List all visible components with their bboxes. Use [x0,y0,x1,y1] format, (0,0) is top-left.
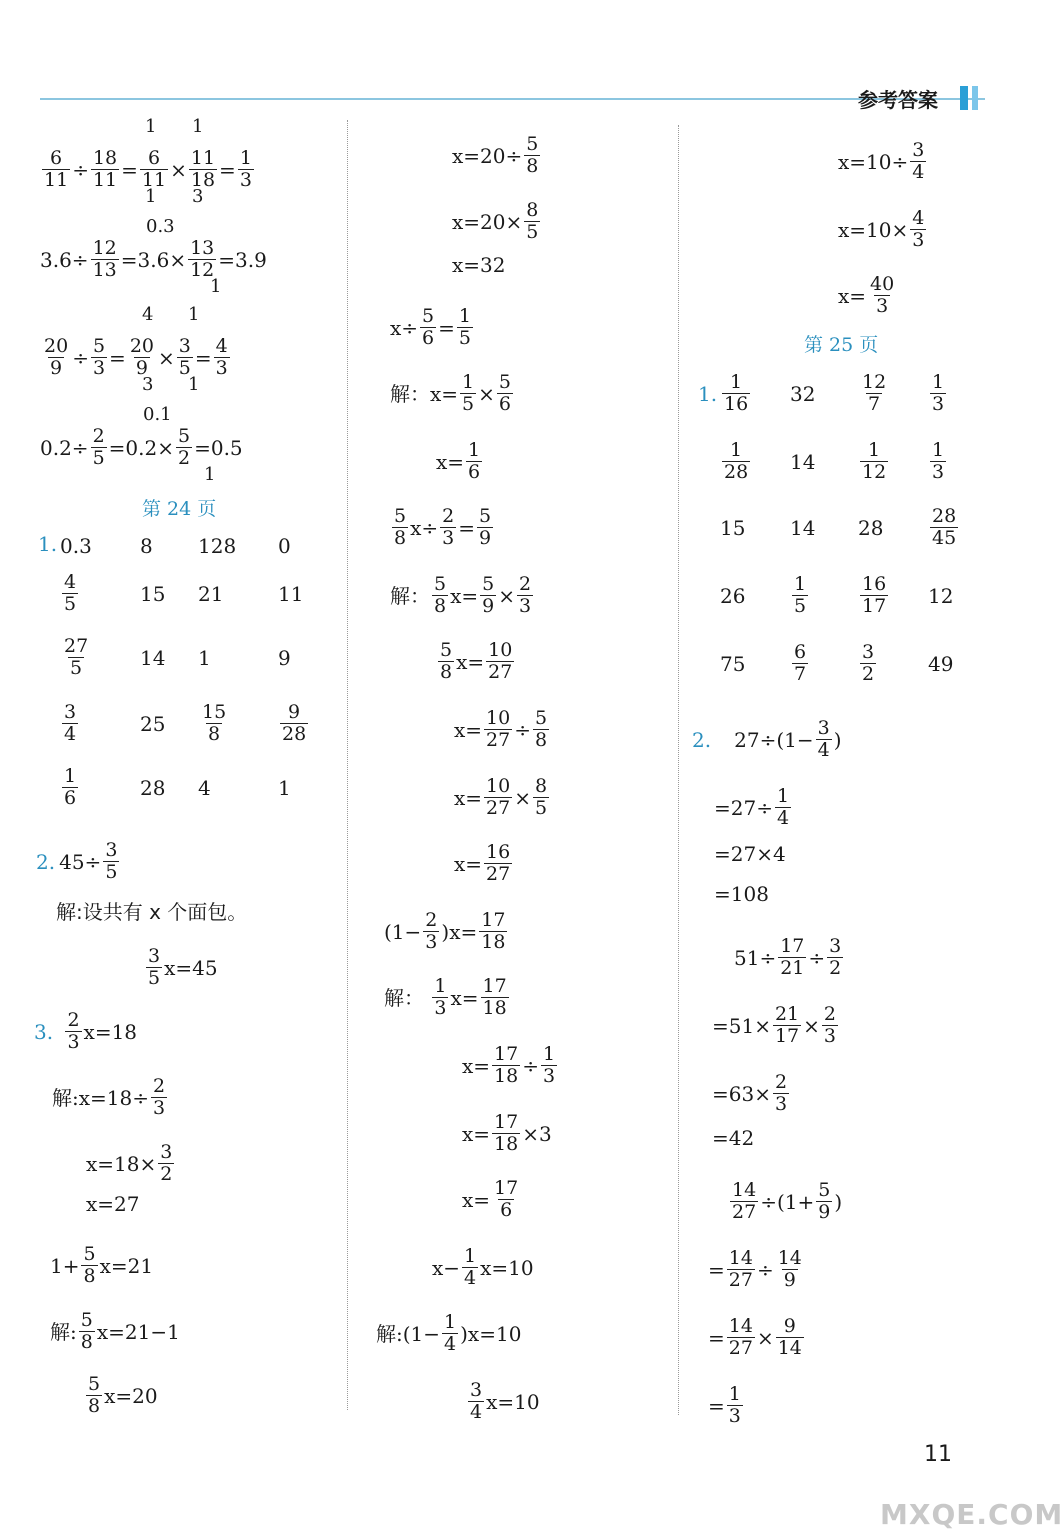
q4-step-2: 5 8 x=20 [88,1373,158,1417]
c3-q2-line-7: =63× $\frac{2}{3}$ [712,1071,788,1115]
cancel-top-2: 1 [192,116,204,137]
cancel-top-6: 0.1 [143,404,172,425]
grid25-cell-4-2: 1 5 [794,573,807,617]
c2-line-7: 5 8 x÷ $\frac{2}{3}$ = $\frac{5}{9}$ [394,505,492,549]
grid24-cell-3-3: 1 [198,646,211,670]
c3-q2-line-3: =27×4 [714,842,786,866]
c3-line-3: x= $\frac{40}{3}$ [838,273,895,317]
grid25-cell-5-1: 75 [720,652,746,676]
c3-question-1-number: 1. [698,382,718,406]
grid24-cell-2-4: 11 [278,582,304,606]
grid25-cell-3-2: 14 [790,516,816,540]
question-3-equation: 3. 2 3 x=18 [34,1009,138,1053]
c3-q2-line-10: = $\frac{14}{27}$ ÷ 14 9 [708,1247,802,1291]
grid25-cell-1-2: 32 [790,382,816,406]
grid24-cell-5-1: 1 6 [64,765,77,809]
header-bars-icon-2 [972,86,978,110]
c2-line-5: 解：x= $\frac{1}{5}$ × 5 6 [390,371,511,415]
grid25-cell-5-4: 49 [928,652,954,676]
header-bars-icon [960,86,968,110]
cancel-bot-2: 3 [192,186,204,207]
watermark-logo: MXQE.COM [880,1498,1063,1531]
grid24-cell-4-2: 25 [140,712,166,736]
header-title: 参考答案 [858,88,938,112]
cancel-bot-3: 1 [210,276,222,297]
cancel-bot-6: 1 [204,464,216,485]
c3-q2-line-6: =51× $\frac{21}{17}$ × 2 3 [712,1003,837,1047]
grid24-cell-5-3: 4 [198,776,211,800]
c2-line-6: x= $\frac{1}{6}$ [436,439,481,483]
q3-step-1: 解:x=18÷ $\frac{2}{3}$ [52,1075,166,1119]
question-1-number: 1. [38,532,58,556]
cancel-top-1: 1 [145,116,157,137]
grid25-cell-4-4: 12 [928,584,954,608]
grid24-cell-1-4: 0 [278,534,291,558]
c2-line-10: x= 10 27 ÷ 5 8 [454,707,548,751]
grid24-cell-5-4: 1 [278,776,291,800]
grid25-cell-2-4: 1 3 [932,439,945,483]
grid25-cell-5-3: 3 2 [862,641,875,685]
column-divider-2 [678,125,679,1415]
grid25-cell-3-3: 28 [858,516,884,540]
grid24-cell-3-2: 14 [140,646,166,670]
q4-equation: 1+ $\frac{5}{8}$ x=21 [50,1243,154,1287]
c2-line-9: 5 8 x= 10 27 [440,639,513,683]
c2-line-4: x÷ $\frac{5}{6}$ = $\frac{1}{5}$ [390,305,471,349]
grid25-cell-4-3: 16 17 [862,573,887,617]
grid25-cell-1-3: 12 7 [862,371,887,415]
c2-line-12: x= $\frac{16}{27}$ [454,841,511,885]
grid25-cell-2-2: 14 [790,450,816,474]
c3-q2-line-5: 51÷ $\frac{17}{21}$ ÷ 3 2 [734,935,842,979]
cancel-top-5: 1 [188,304,200,325]
cancel-bot-1: 1 [145,186,157,207]
question-2-solution: 解:设共有 x 个面包。 [56,900,248,924]
question-2: 2. 45÷ $\frac{3}{5}$ [36,839,118,883]
cancel-bot-4: 3 [142,374,154,395]
page-number: 11 [924,1442,952,1467]
c2-line-2: x=20× $\frac{8}{5}$ [452,199,539,243]
expr-line-4: 0.2÷ $\frac{2}{5}$ =0.2× $\frac{5}{2}$ =0.5 [40,425,243,469]
c3-q2-line-4: =108 [714,882,769,906]
c3-q2-line-11: = $\frac{14}{27}$ × 9 14 [708,1315,802,1359]
c2-line-14: 解： 1 3 x= $\frac{17}{18}$ [384,975,507,1019]
page-heading-24: 第 24 页 [142,498,217,520]
c3-q2-line-9: $\frac{14}{27}$ ÷(1+ $\frac{5}{9}$ ) [732,1179,843,1223]
grid25-cell-4-1: 26 [720,584,746,608]
grid25-cell-2-1: 1 28 [724,439,749,483]
c2-line-3: x=32 [452,253,506,277]
grid24-cell-1-1: 0.3 [60,534,92,558]
c2-line-13: (1− $\frac{2}{3}$ )x= $\frac{17}{18}$ [384,909,506,953]
grid24-cell-4-4: 9 28 [282,701,307,745]
c3-q2-line-12: = $\frac{1}{3}$ [708,1383,741,1427]
column-divider-1 [347,120,348,1410]
header-rule [40,98,985,100]
grid25-cell-3-4: 28 45 [932,505,957,549]
c3-q2-line-1: 2. 27÷(1− $\frac{3}{4}$ ) [692,717,842,761]
grid24-cell-3-1: 27 5 [64,635,89,679]
grid24-cell-3-4: 9 [278,646,291,670]
grid24-cell-2-2: 15 [140,582,166,606]
q4-step-1: 解: 5 8 x=21−1 [50,1309,180,1353]
c2-line-8: 解： 5 8 x= 5 9 × 2 3 [390,573,532,617]
grid24-cell-2-3: 21 [198,582,224,606]
question-2-equation: 3 5 x=45 [148,945,218,989]
c2-line-16: x= $\frac{17}{18}$ ×3 [462,1111,552,1155]
c2-line-1: x=20÷ $\frac{5}{8}$ [452,133,539,177]
grid24-cell-1-3: 128 [198,534,237,558]
cancel-bot-5: 1 [188,374,200,395]
grid25-cell-1-1: 1 16 [724,371,749,415]
q3-step-3: x=27 [86,1192,140,1216]
c3-q2-line-2: =27÷ $\frac{1}{4}$ [714,785,790,829]
c3-line-2: x=10× $\frac{4}{3}$ [838,207,925,251]
c3-q2-line-8: =42 [712,1126,755,1150]
grid25-cell-3-1: 15 [720,516,746,540]
c2-line-18: x− $\frac{1}{4}$ x=10 [432,1245,534,1289]
expr-line-1: 6 11 ÷ 18 11 = 6 11 × 11 18 = 1 3 [44,147,252,191]
grid25-cell-1-4: 1 3 [932,371,945,415]
grid24-cell-5-2: 28 [140,776,166,800]
grid24-cell-4-3: 15 8 [202,701,227,745]
grid24-cell-1-2: 8 [140,534,153,558]
grid25-cell-2-3: 1 12 [862,439,887,483]
cancel-top-3: 0.3 [146,216,175,237]
expr-line-2: 3.6÷ $\frac{12}{13}$ =3.6× $\frac{13}{12}$ =3.9 [40,237,267,281]
c2-line-11: x= $\frac{10}{27}$ × 8 5 [454,775,548,819]
expr-line-3: 20 9 ÷ 5 3 = 20 9 × 3 5 = 4 3 [44,335,228,379]
c3-line-1: x=10÷ $\frac{3}{4}$ [838,139,925,183]
page-heading-25: 第 25 页 [804,334,879,356]
grid25-cell-5-2: 6 7 [794,641,807,685]
grid24-cell-4-1: 3 4 [64,701,77,745]
c2-line-17: x= $\frac{17}{6}$ [462,1177,519,1221]
c2-line-15: x= $\frac{17}{18}$ ÷ 1 3 [462,1043,556,1087]
cancel-top-4: 4 [142,304,154,325]
c2-line-19: 解:(1− $\frac{1}{4}$ )x=10 [376,1311,522,1355]
q3-step-2: x=18× $\frac{3}{2}$ [86,1141,173,1185]
c2-line-20: 3 4 x=10 [470,1379,540,1423]
grid24-cell-2-1: 4 5 [64,571,77,615]
